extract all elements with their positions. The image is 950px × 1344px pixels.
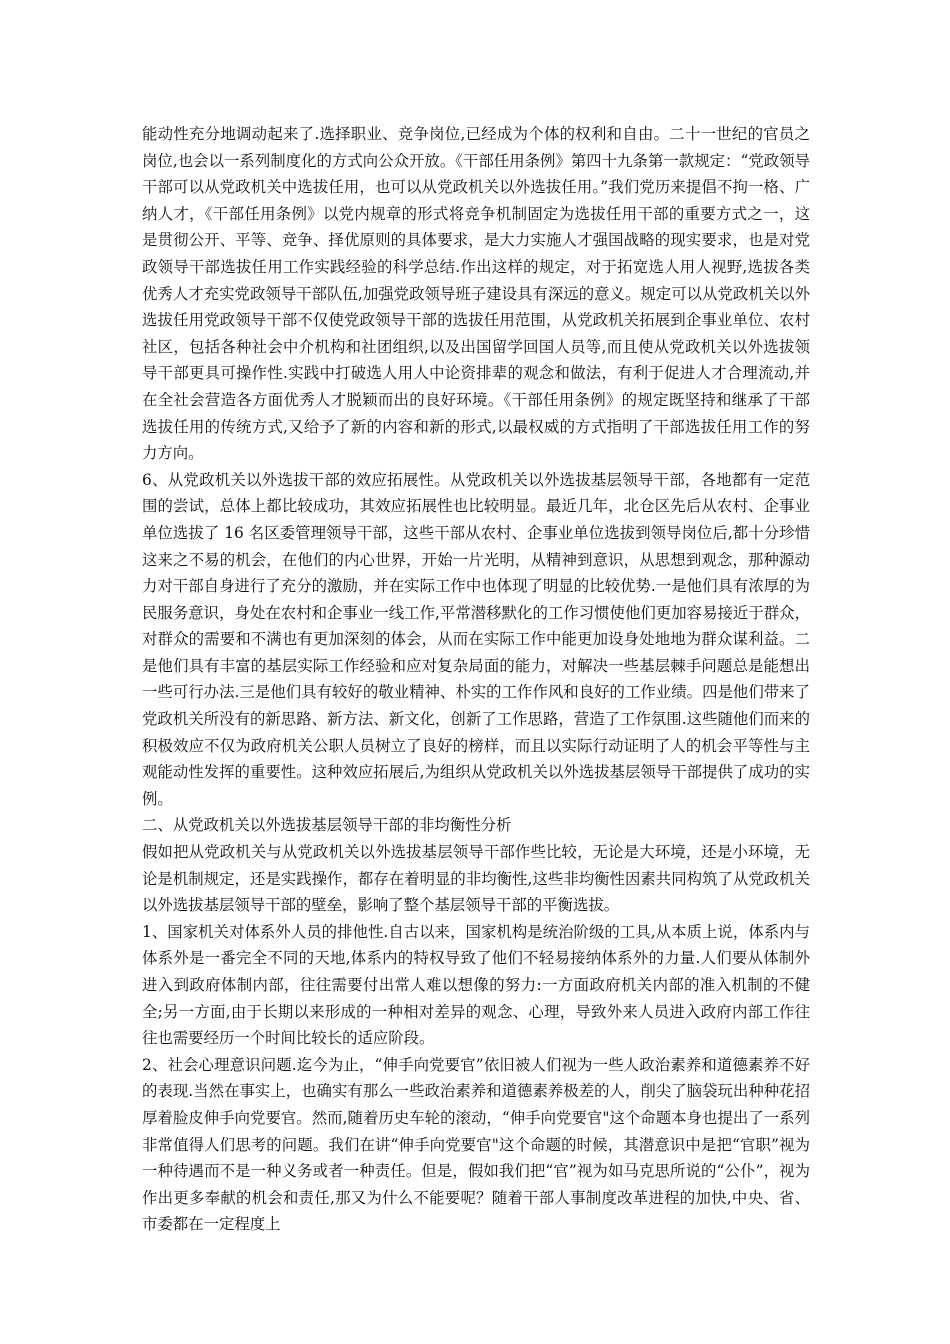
section-heading: 二、从党政机关以外选拔基层领导干部的非均衡性分析 [142, 816, 512, 835]
document-page [142, 121, 810, 1238]
paragraph-item-2: 2、社会心理意识问题.迄今为止，“伸手向党要官”依旧被人们视为一些人政治素养和道德素养不好的表现.当然在事实上，也确实有那么一些政治素养和道德素养极差的人，削尖了脑袋玩出种种花招厚着脸皮伸手向党要官。然而,随着历史车轮的滚动，“伸手向党要官"这个命题本身也提出了一系列非常值得人们思考的问题。我们在讲“伸手向党要官"这个命题的时候，其潜意识中是把“官职”视为一种待遇而不是一种义务或者一种责任。但是，假如我们把“官”视为如马克思所说的“公仆”，视为作出更多奉献的机会和责任,那又为什么不能要呢？随着干部人事制度改革进程的加快,中央、省、市委都在一定程度上 [142, 1055, 810, 1234]
paragraph-section-intro: 假如把从党政机关与从党政机关以外选拔基层领导干部作些比较，无论是大环境，还是小环境，无论是机制规定，还是实践操作，都存在着明显的非均衡性,这些非均衡性因素共同构筑了从党政机关以外选拔基层领导干部的壁垒，影响了整个基层领导干部的平衡选拔。 [142, 843, 810, 915]
paragraph-intro: 能动性充分地调动起来了.选择职业、竞争岗位,已经成为个体的权利和自由。二十一世纪的官员之岗位,也会以一系列制度化的方式向公众开放。《干部任用条例》第四十九条第一款规定：“党政领导干部可以从党政机关中选拔任用，也可以从党政机关以外选拔任用。”我们党历来提倡不拘一格、广纳人才，《干部任用条例》以党内规章的形式将竞争机制固定为选拔任用干部的重要方式之一，这是贯彻公开、平等、竞争、择优原则的具体要求，是大力实施人才强国战略的现实要求，也是对党政领导干部选拔任用工作实践经验的科学总结.作出这样的规定，对于拓宽选人用人视野,选拔各类优秀人才充实党政领导干部队伍,加强党政领导班子建设具有深远的意义。规定可以从党政机关以外选拔任用党政领导干部不仅使党政领导干部的选拔任用范围，从党政机关拓展到企事业单位、农村社区，包括各种社会中介机构和社团组织,以及出国留学回国人员等,而且使从党政机关以外选拔领导干部更具可操作性.实践中打破选人用人中论资排辈的观念和做法，有利于促进人才合理流动,并在全社会营造各方面优秀人才脱颖而出的良好环境。《干部任用条例》的规定既坚持和继承了干部选拔任用的传统方式,又给予了新的内容和新的形式,以最权威的方式指明了干部选拔任用工作的努力方向。 [142, 125, 810, 463]
paragraph-item-6: 6、从党政机关以外选拔干部的效应拓展性。从党政机关以外选拔基层领导干部，各地都有一定范围的尝试，总体上都比较成功，其效应拓展性也比较明显。最近几年，北仓区先后从农村、企事业单位选拔了 16 名区委管理领导干部，这些干部从农村、企事业单位选拔到领导岗位后,都十分珍惜这来之不易的机会，在他们的内心世界，开始一片光明，从精神到意识，从思想到观念，那种源动力对干部自身进行了充分的激励，并在实际工作中也体现了明显的比较优势.一是他们具有浓厚的为民服务意识，身处在农村和企事业一线工作,平常潜移默化的工作习惯使他们更加容易接近于群众，对群众的需要和不满也有更加深刻的体会，从而在实际工作中能更加设身处地地为群众谋利益。二是他们具有丰富的基层实际工作经验和应对复杂局面的能力，对解决一些基层棘手问题总是能想出一些可行办法.三是他们具有较好的敬业精神、朴实的工作作风和良好的工作业绩。四是他们带来了党政机关所没有的新思路、新方法、新文化，创新了工作思路，营造了工作氛围.这些随他们而来的积极效应不仅为政府机关公职人员树立了良好的榜样，而且以实际行动证明了人的机会平等性与主观能动性发挥的重要性。这种效应拓展后,为组织从党政机关以外选拔基层领导干部提供了成功的实例。 [142, 470, 810, 808]
paragraph-item-1: 1、国家机关对体系外人员的排他性.自古以来，国家机构是统治阶级的工具,从本质上说，体系内与体系外是一番完全不同的天地,体系内的特权导致了他们不轻易接纳体系外的力量.人们要从体制外进入到政府体制内部，往往需要付出常人难以想像的努力:一方面政府机关内部的准入机制的不健全;另一方面,由于长期以来形成的一种相对差异的观念、心理，导致外来人员进入政府内部工作往往也需要经历一个时间比较长的适应阶段。 [142, 922, 810, 1048]
